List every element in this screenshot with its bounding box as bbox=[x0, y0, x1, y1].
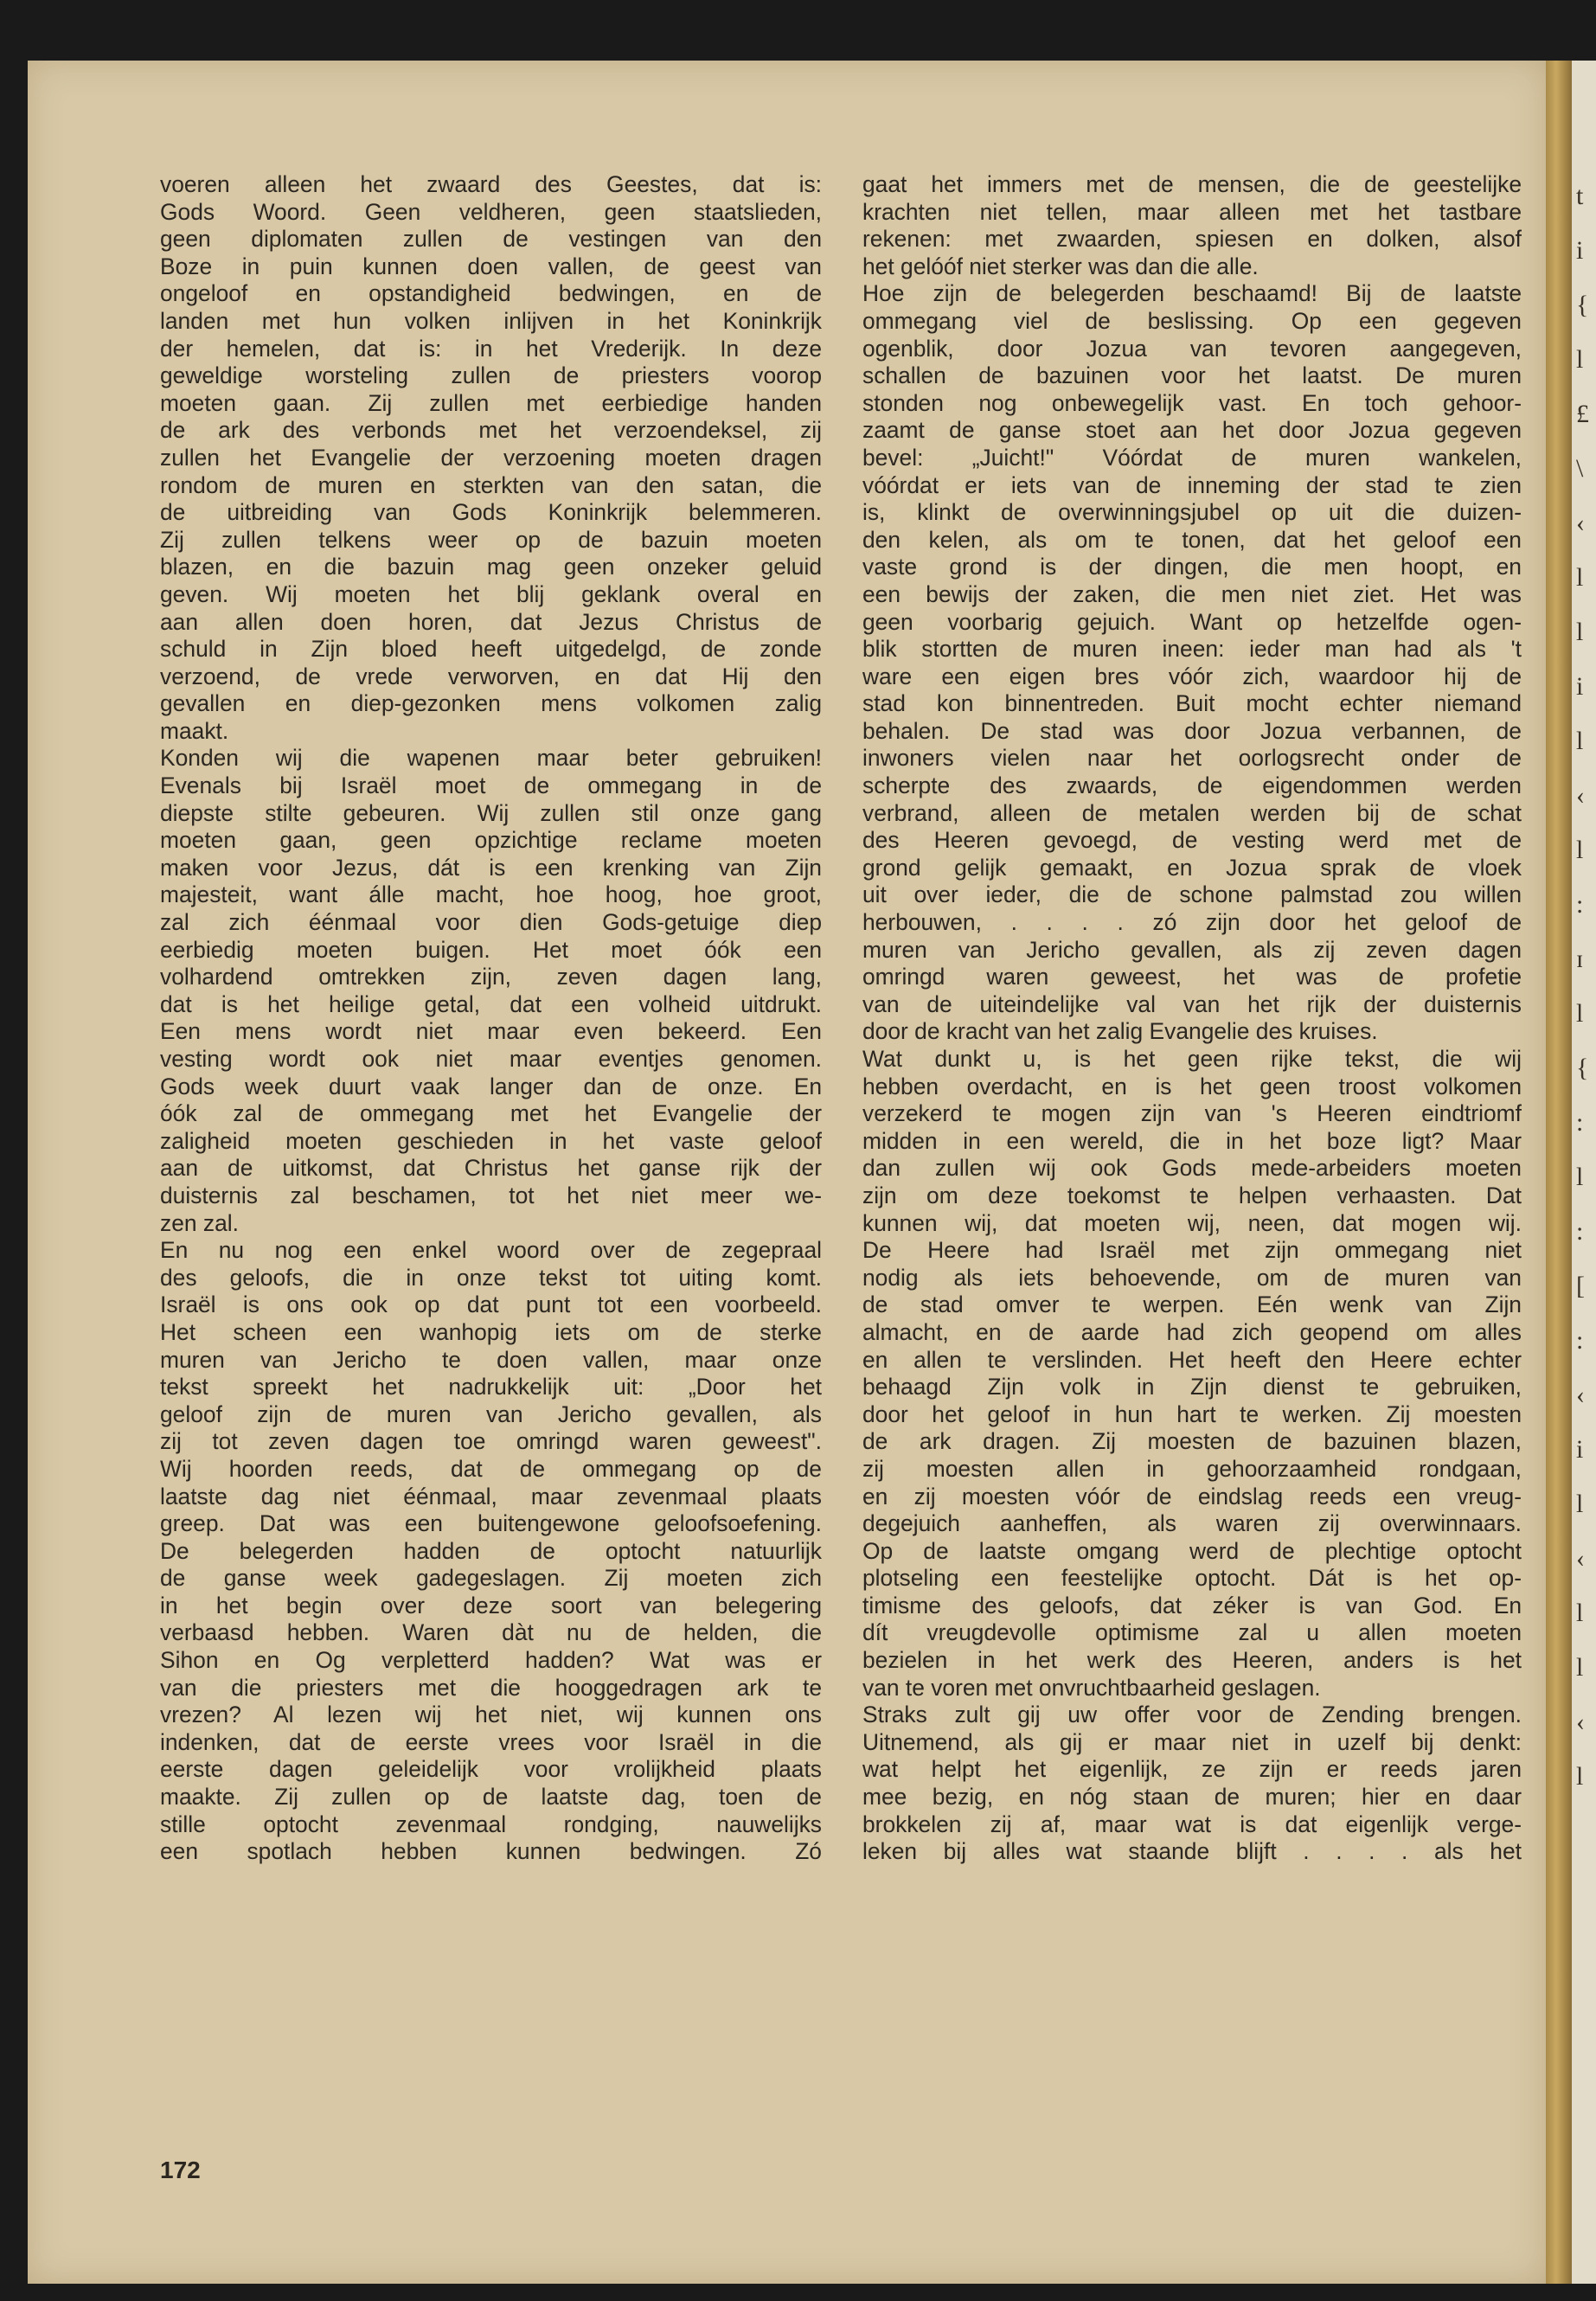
text-line: Evenals bij Israël moet de ommegang in de bbox=[160, 772, 822, 799]
text-line: bezielen in het werk des Heeren, anders is het bbox=[862, 1647, 1522, 1674]
edge-glyph: : bbox=[1576, 1108, 1584, 1137]
text-line: des geloofs, die in onze tekst tot uiting komt. bbox=[160, 1264, 822, 1291]
text-line: landen met hun volken inlijven in het Koninkrijk bbox=[160, 307, 822, 334]
text-line: geweldige worsteling zullen de priesters voorop bbox=[160, 362, 822, 389]
text-line: scherpte des zwaards, de eigendommen werden bbox=[862, 772, 1522, 799]
text-line: van te voren met onvruchtbaarheid geslagen. bbox=[862, 1674, 1321, 1701]
text-line: door de kracht van het zalig Evangelie des kruises. bbox=[862, 1018, 1378, 1045]
book-spine bbox=[1546, 61, 1572, 2284]
text-line: geen voorbarig gejuich. Want op hetzelfde ogen- bbox=[862, 608, 1522, 635]
text-line: greep. Dat was een buitengewone geloofsoefening. bbox=[160, 1510, 822, 1537]
text-line: nodig als iets behoevende, om de muren van bbox=[862, 1264, 1522, 1291]
text-line: en zij moesten vóór de eindslag reeds een vreug- bbox=[862, 1483, 1522, 1509]
text-line: bevel: „Juicht!" Vóórdat de muren wankelen, bbox=[862, 444, 1522, 471]
right-text-column bbox=[862, 171, 1522, 1866]
text-line: de uitbreiding van Gods Koninkrijk belemmeren. bbox=[160, 499, 822, 526]
edge-glyph: l bbox=[1576, 345, 1584, 374]
text-line: timisme des geloofs, dat zéker is van God. En bbox=[862, 1592, 1522, 1618]
text-line: geloof zijn de muren van Jericho gevallen, als bbox=[160, 1400, 822, 1427]
text-line: behaagd Zijn volk in Zijn dienst te gebruiken, bbox=[862, 1374, 1522, 1400]
text-line: der hemelen, dat is: in het Vrederijk. In deze bbox=[160, 335, 822, 362]
text-line: stad kon binnentreden. Buit mocht echter niemand bbox=[862, 690, 1522, 717]
text-line: Israël is ons ook op dat punt tot een voorbeeld. bbox=[160, 1292, 822, 1318]
text-line: behalen. De stad was door Jozua verbannen, de bbox=[862, 717, 1522, 744]
edge-glyph: t bbox=[1576, 182, 1584, 210]
edge-glyph: ‹ bbox=[1576, 1381, 1585, 1409]
edge-glyph: : bbox=[1576, 1326, 1584, 1355]
edge-glyph: { bbox=[1576, 291, 1589, 319]
text-line: zen zal. bbox=[160, 1209, 239, 1236]
text-line: schallen de bazuinen voor het laatst. De muren bbox=[862, 362, 1522, 389]
text-line: stonden nog onbewegelijk vast. En toch gehoor- bbox=[862, 389, 1522, 416]
text-line: degejuich aanheffen, als waren zij overwinnaars. bbox=[862, 1510, 1522, 1537]
text-line: des Heeren gevoegd, de vesting werd met de bbox=[862, 827, 1522, 854]
text-line: Een mens wordt niet maar even bekeerd. Een bbox=[160, 1018, 822, 1045]
text-line: moeten gaan. Zij zullen met eerbiedige handen bbox=[160, 389, 822, 416]
text-line: Boze in puin kunnen doen vallen, de geest van bbox=[160, 253, 822, 279]
text-line: den kelen, als om te tonen, dat het geloof een bbox=[862, 526, 1522, 553]
edge-glyph: l bbox=[1576, 1653, 1584, 1682]
text-line: maakte. Zij zullen op de laatste dag, toen de bbox=[160, 1784, 822, 1811]
text-line: midden in een wereld, die in het boze ligt? Maar bbox=[862, 1127, 1522, 1154]
text-line: rondom de muren en sterkten van den satan, die bbox=[160, 471, 822, 498]
text-line: en allen te verslinden. Het heeft den Heere echter bbox=[862, 1346, 1522, 1373]
text-line: De belegerden hadden de optocht natuurlijk bbox=[160, 1537, 822, 1564]
text-line: blik stortten de muren ineen: ieder man had als 't bbox=[862, 636, 1522, 663]
text-line: diepste stilte gebeuren. Wij zullen stil onze gang bbox=[160, 799, 822, 826]
edge-glyph: l bbox=[1576, 1490, 1584, 1518]
text-line: zal zich éénmaal voor dien Gods-getuige diep bbox=[160, 909, 822, 936]
edge-glyph: ɪ bbox=[1576, 945, 1584, 973]
text-line: Wat dunkt u, is het geen rijke tekst, die wij bbox=[862, 1046, 1522, 1072]
edge-glyph: i bbox=[1576, 236, 1584, 265]
text-line: inwoners vielen naar het oorlogsrecht onder de bbox=[862, 745, 1522, 772]
text-line: volhardend omtrekken zijn, zeven dagen lang, bbox=[160, 964, 822, 990]
text-line: óók zal de ommegang met het Evangelie der bbox=[160, 1100, 822, 1127]
text-line: de stad omver te werpen. Eén wenk van Zijn bbox=[862, 1292, 1522, 1318]
text-line: Gods week duurt vaak langer dan de onze. En bbox=[160, 1073, 822, 1099]
text-line: vóórdat er iets van de inneming der stad te zien bbox=[862, 471, 1522, 498]
text-line: ongeloof en opstandigheid bedwingen, en de bbox=[160, 280, 822, 307]
text-line: dat is het heilige getal, dat een volheid uitdrukt. bbox=[160, 990, 822, 1017]
edge-glyph: l bbox=[1576, 1599, 1584, 1627]
text-line: Sihon en Og verpletterd hadden? Wat was er bbox=[160, 1647, 822, 1674]
page-number: 172 bbox=[160, 2157, 201, 2183]
text-line: verzekerd te mogen zijn van 's Heeren eindtriomf bbox=[862, 1100, 1522, 1127]
text-line: in het begin over deze soort van belegering bbox=[160, 1592, 822, 1618]
text-line: een spotlach hebben kunnen bedwingen. Zó bbox=[160, 1838, 822, 1865]
text-line: de ark des verbonds met het verzoendeksel, zij bbox=[160, 417, 822, 444]
text-line: rekenen: met zwaarden, spiesen en dolken, alsof bbox=[862, 226, 1522, 253]
text-line: Zij zullen telkens weer op de bazuin moeten bbox=[160, 526, 822, 553]
text-line: stille optocht zevenmaal rondging, nauwelijks bbox=[160, 1811, 822, 1837]
edge-glyph: l bbox=[1576, 563, 1584, 592]
text-line: door het geloof in hun hart te werken. Zij moesten bbox=[862, 1400, 1522, 1427]
text-line: van de uiteindelijke val van het rijk der duisternis bbox=[862, 990, 1522, 1017]
text-line: aan de uitkomst, dat Christus het ganse rijk der bbox=[160, 1155, 822, 1182]
text-line: uit over ieder, die de schone palmstad zou willen bbox=[862, 881, 1522, 908]
text-line: Straks zult gij uw offer voor de Zending brengen. bbox=[862, 1702, 1522, 1728]
edge-glyph: ‹ bbox=[1576, 1544, 1585, 1573]
text-line: maken voor Jezus, dát is een krenking van Zijn bbox=[160, 854, 822, 881]
edge-glyph: [ bbox=[1576, 1272, 1585, 1300]
edge-glyph: { bbox=[1576, 1054, 1589, 1082]
text-line: gevallen en diep-gezonken mens volkomen zalig bbox=[160, 690, 822, 717]
text-line: Wij hoorden reeds, dat de ommegang op de bbox=[160, 1455, 822, 1482]
text-line: plotseling een feestelijke optocht. Dát is het op- bbox=[862, 1565, 1522, 1592]
text-line: laatste dag niet éénmaal, maar zevenmaal plaats bbox=[160, 1483, 822, 1509]
edge-glyph: l bbox=[1576, 618, 1584, 646]
text-line: dít vreugdevolle optimisme zal u allen moeten bbox=[862, 1619, 1522, 1646]
text-line: verbaasd hebben. Waren dàt nu de helden, die bbox=[160, 1619, 822, 1646]
edge-glyph: i bbox=[1576, 1435, 1584, 1464]
text-line: almacht, en de aarde had zich geopend om alles bbox=[862, 1318, 1522, 1345]
text-line: Konden wij die wapenen maar beter gebruiken! bbox=[160, 745, 822, 772]
text-line: duisternis zal beschamen, tot het niet meer we- bbox=[160, 1182, 822, 1208]
text-line: mee bezig, en nóg staan de muren; hier en daar bbox=[862, 1784, 1522, 1811]
text-line: geven. Wij moeten het blij geklank overal en bbox=[160, 580, 822, 607]
text-line: muren van Jericho gevallen, als zij zeven dagen bbox=[862, 936, 1522, 963]
edge-glyph: : bbox=[1576, 1217, 1584, 1246]
text-line: krachten niet tellen, maar alleen met het tastbare bbox=[862, 198, 1522, 225]
text-line: van die priesters met die hooggedragen ark te bbox=[160, 1674, 822, 1701]
text-line: voeren alleen het zwaard des Geestes, dat is: bbox=[160, 171, 822, 197]
text-line: omringd waren geweest, het was de profetie bbox=[862, 964, 1522, 990]
text-line: kunnen wij, dat moeten wij, neen, dat mogen wij. bbox=[862, 1209, 1522, 1236]
text-line: indenken, dat de eerste vrees voor Israël in die bbox=[160, 1728, 822, 1755]
text-line: de ark dragen. Zij moesten de bazuinen blazen, bbox=[862, 1428, 1522, 1455]
edge-glyph: ‹ bbox=[1576, 781, 1585, 810]
text-line: maakt. bbox=[160, 717, 229, 744]
text-line: gaat het immers met de mensen, die de geestelijke bbox=[862, 171, 1522, 197]
text-line: aan allen doen horen, dat Jezus Christus de bbox=[160, 608, 822, 635]
text-line: Hoe zijn de belegerden beschaamd! Bij de laatste bbox=[862, 280, 1522, 307]
edge-glyph: \ bbox=[1576, 454, 1584, 483]
text-line: tekst spreekt het nadrukkelijk uit: „Door het bbox=[160, 1374, 822, 1400]
text-line: Op de laatste omgang werd de plechtige optocht bbox=[862, 1537, 1522, 1564]
text-line: De Heere had Israël met zijn ommegang niet bbox=[862, 1237, 1522, 1264]
text-line: ware een eigen bres vóór zich, waardoor hij de bbox=[862, 663, 1522, 689]
edge-glyph: £ bbox=[1576, 400, 1589, 428]
edge-glyph: ‹ bbox=[1576, 509, 1585, 537]
text-line: leken bij alles wat staande blijft . . . . als het bbox=[862, 1838, 1522, 1865]
edge-glyph: l bbox=[1576, 727, 1584, 755]
text-line: zaligheid moeten geschieden in het vaste geloof bbox=[160, 1127, 822, 1154]
text-line: zullen het Evangelie der verzoening moeten dragen bbox=[160, 444, 822, 471]
left-text-column bbox=[160, 171, 822, 1866]
text-line: zijn om deze toekomst te helpen verhaasten. Dat bbox=[862, 1182, 1522, 1208]
text-line: verzoend, de vrede verworven, en dat Hij den bbox=[160, 663, 822, 689]
text-line: het gelóóf niet sterker was dan die alle. bbox=[862, 253, 1259, 279]
edge-glyph: l bbox=[1576, 836, 1584, 864]
text-line: vrezen? Al lezen wij het niet, wij kunnen ons bbox=[160, 1702, 822, 1728]
text-line: zaamt de ganse stoet aan het door Jozua gegeven bbox=[862, 417, 1522, 444]
text-line: eerste dagen geleidelijk voor vrolijkheid plaats bbox=[160, 1756, 822, 1783]
text-line: muren van Jericho te doen vallen, maar onze bbox=[160, 1346, 822, 1373]
text-line: vesting wordt ook niet maar eventjes genomen. bbox=[160, 1046, 822, 1072]
text-line: schuld in Zijn bloed heeft uitgedelgd, de zonde bbox=[160, 636, 822, 663]
text-line: blazen, en die bazuin mag geen onzeker geluid bbox=[160, 554, 822, 580]
edge-glyph: l bbox=[1576, 999, 1584, 1028]
text-line: zij moesten allen in gehoorzaamheid rondgaan, bbox=[862, 1455, 1522, 1482]
text-line: zij tot zeven dagen toe omringd waren geweest". bbox=[160, 1428, 822, 1455]
edge-glyph: : bbox=[1576, 890, 1584, 919]
text-line: de ganse week gadegeslagen. Zij moeten zich bbox=[160, 1565, 822, 1592]
text-line: En nu nog een enkel woord over de zegepraal bbox=[160, 1237, 822, 1264]
edge-glyph: l bbox=[1576, 1762, 1584, 1791]
text-line: hebben overdacht, en is het geen troost volkomen bbox=[862, 1073, 1522, 1099]
text-line: is, klinkt de overwinningsjubel op uit die duizen- bbox=[862, 499, 1522, 526]
text-line: ogenblik, door Jozua van tevoren aangegeven, bbox=[862, 335, 1522, 362]
text-line: herbouwen, . . . . zó zijn door het geloof de bbox=[862, 909, 1522, 936]
text-line: grond gelijk gemaakt, en Jozua sprak de vloek bbox=[862, 854, 1522, 881]
text-line: ommegang viel de beslissing. Op een gegeven bbox=[862, 307, 1522, 334]
text-line: dan zullen wij ook Gods mede-arbeiders moeten bbox=[862, 1155, 1522, 1182]
text-line: een bewijs der zaken, die men niet ziet. Het was bbox=[862, 580, 1522, 607]
text-line: majesteit, want álle macht, hoe hoog, hoe groot, bbox=[160, 881, 822, 908]
edge-glyph: ‹ bbox=[1576, 1708, 1585, 1736]
text-line: moeten gaan, geen opzichtige reclame moeten bbox=[160, 827, 822, 854]
text-line: brokkelen zij af, maar wat is dat eigenlijk verge- bbox=[862, 1811, 1522, 1837]
text-line: verbrand, alleen de metalen werden bij de schat bbox=[862, 799, 1522, 826]
text-line: Het scheen een wanhopig iets om de sterke bbox=[160, 1318, 822, 1345]
text-line: Uitnemend, als gij er maar niet in uzelf bij denkt: bbox=[862, 1728, 1522, 1755]
edge-glyph: l bbox=[1576, 1163, 1584, 1191]
edge-glyph: i bbox=[1576, 672, 1584, 701]
text-line: Gods Woord. Geen veldheren, geen staatslieden, bbox=[160, 198, 822, 225]
text-line: wat helpt het eigenlijk, ze zijn er reeds jaren bbox=[862, 1756, 1522, 1783]
text-line: vaste grond is der dingen, die men hoopt, en bbox=[862, 554, 1522, 580]
text-line: eerbiedig moeten buigen. Het moet óók een bbox=[160, 936, 822, 963]
text-line: geen diplomaten zullen de vestingen van den bbox=[160, 226, 822, 253]
